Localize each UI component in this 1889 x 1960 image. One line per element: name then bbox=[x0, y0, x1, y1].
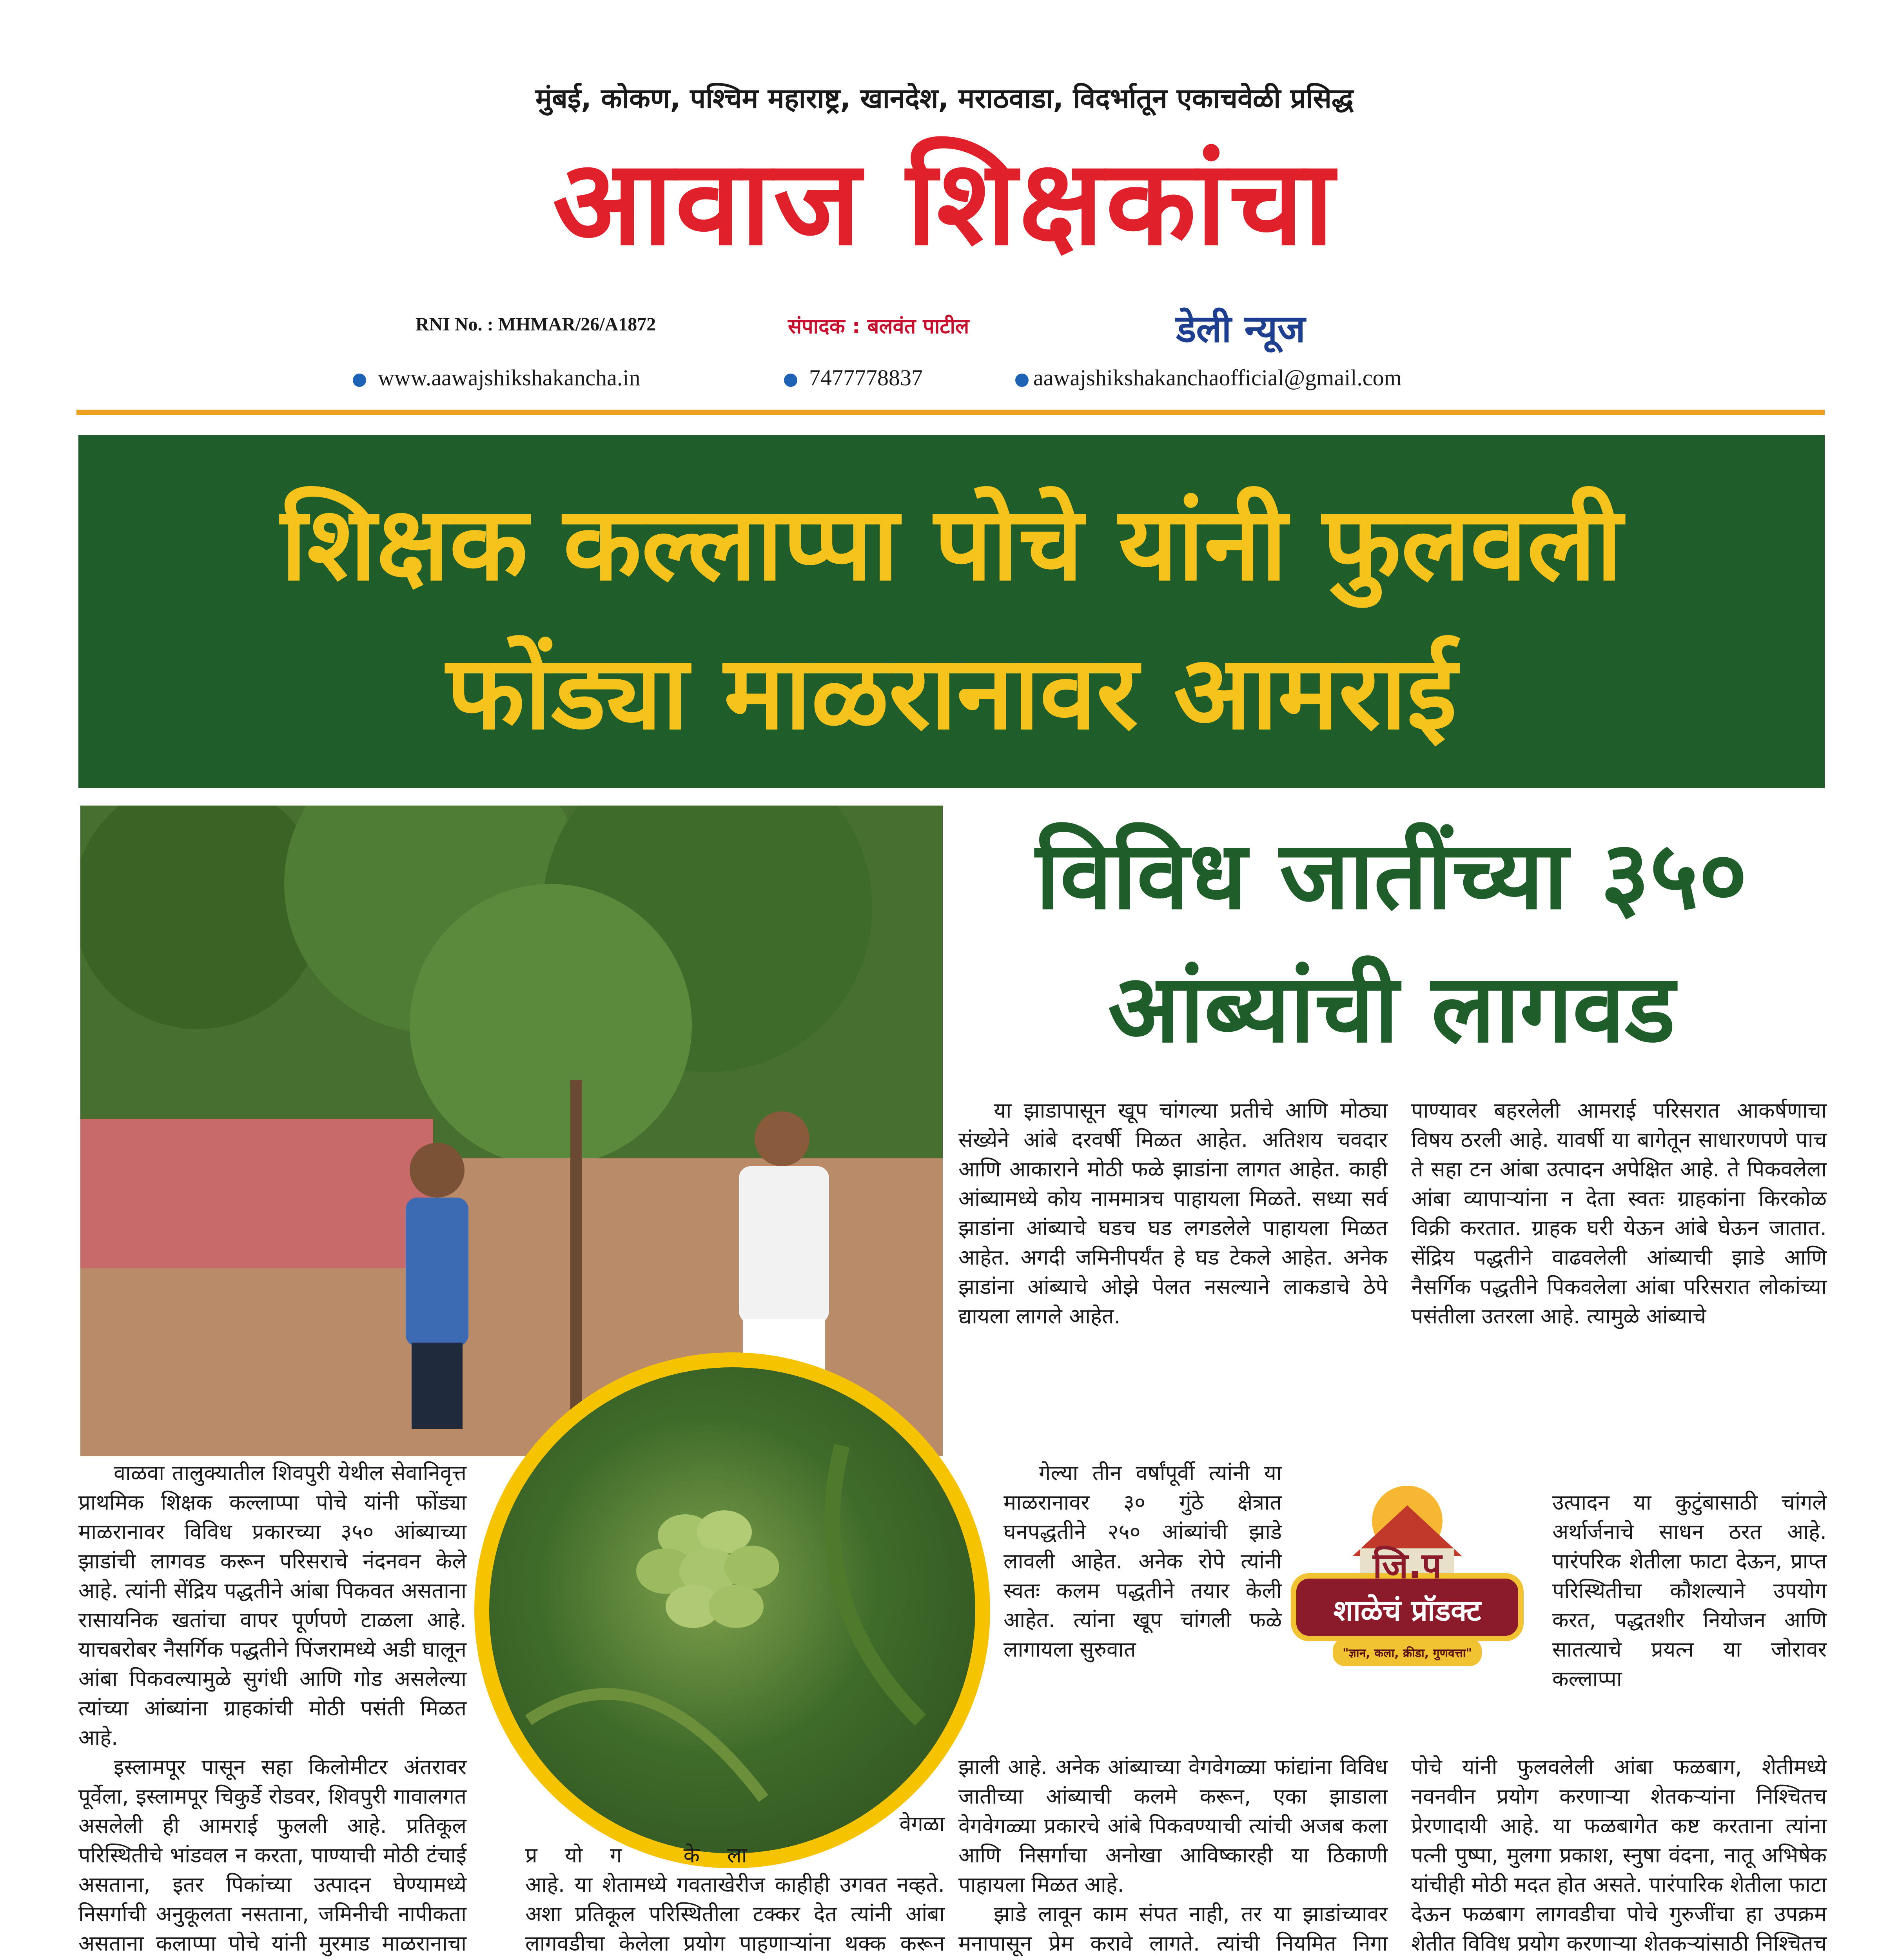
mango-orchard-photo bbox=[80, 806, 943, 1456]
mango-cluster-illustration bbox=[489, 1367, 975, 1853]
website-text: www.aawajshikshakancha.in bbox=[378, 365, 641, 390]
globe-icon bbox=[353, 374, 366, 387]
badge-title: जि.प bbox=[1373, 1545, 1442, 1586]
article-column-3-top bbox=[958, 1096, 1388, 1331]
photo-illustration bbox=[80, 806, 943, 1456]
article-column-3-wrap bbox=[1003, 1458, 1282, 1664]
article-paragraph: आहे. या शेतामध्ये गवताखेरीज काहीही उगवत नव्हते. अशा प्रतिकूल परिस्थितीला टक्कर देत त्यांनी आंबा लागवडीचा केलेला प्रयोग पाहणाऱ्यांना थक्क करून bbox=[525, 1872, 945, 1956]
article-paragraph: झाडे लावून काम संपत नाही, तर या झाडांच्यावर मनापासून प्रेम करावे लागते. त्यांची नियमित निगा bbox=[958, 1902, 1388, 1956]
article-column-4-wrap bbox=[1552, 1488, 1827, 1693]
article-column-4-bottom bbox=[1411, 1752, 1827, 1960]
daily-news-label: डेली न्यूज bbox=[1176, 307, 1305, 351]
article-paragraph: झाली आहे. अनेक आंब्याच्या वेगवेगळ्या फांद्यांना विविध जातीच्या आंब्याची कलमे करून, एका झाडाला वेगवेगळ्या प्रकारचे आंबे पिकवण्याची त्यांची अजब कला आणि निसर्गाचा अनोखा आविष्कारही या ठिकाणी पाहायला मिळत आहे. bbox=[958, 1755, 1388, 1897]
mail-icon bbox=[1015, 374, 1029, 387]
subheadline-line-1: विविध जातींच्या ३५० bbox=[1036, 820, 1747, 930]
masthead-logo: आवाज शिक्षकांचा bbox=[552, 133, 1337, 271]
headline-line-1: शिक्षक कल्लाप्पा पोचे यांनी फुलवली bbox=[281, 485, 1622, 603]
article-paragraph: पाण्यावर बहरलेली आमराई परिसरात आकर्षणाचा विषय ठरली आहे. यावर्षी या बागेतून साधारणपणे पाच ते सहा टन आंबा उत्पादन अपेक्षित आहे. ते पिकवलेला आंबा व्यापाऱ्यांना न देता स्वतः ग्राहकांना किरकोळ विक्री करतात. ग्राहक घरी येऊन आंबे घेऊन जातात. सेंद्रिय पद्धतीने वाढवलेली आंब्याची झाडे आणि नैसर्गिक पद्धतीने पिकवलेला आंबा परिसरात लोकांच्या पसंतीला उतरला आहे. त्यामुळे आंब्याचे bbox=[1411, 1098, 1827, 1328]
editor-credit: संपादक : बलवंत पाटील bbox=[788, 315, 969, 338]
rni-number: RNI No. : MHMAR/26/A1872 bbox=[416, 314, 656, 335]
headline-banner bbox=[78, 435, 1825, 788]
subheadline-line-2: आंब्यांची लागवड bbox=[1108, 954, 1675, 1063]
article-paragraph: वाळवा तालुक्यातील शिवपुरी येथील सेवानिवृत्त प्राथमिक शिक्षक कल्लाप्पा पोचे यांनी फोंड्या माळरानावर विविध प्रकारच्या ३५० आंब्याच्या झाडांची लागवड करून परिसराचे नंदनवन केले आहे. त्यांनी सेंद्रिय पद्धतीने आंबा पिकवत असताना रासायनिक खतांचा वापर पूर्णपणे टाळला आहे. याचबरोबर नैसर्गिक पद्धतीने पिंजरामध्ये अडी घालून आंबा पिकवल्यामुळे सुगंधी आणि गोड असलेल्या त्यांच्या आंब्यांना ग्राहकांची मोठी पसंती मिळत आहे. bbox=[78, 1461, 466, 1750]
article-paragraph: गेल्या तीन वर्षांपूर्वी त्यांनी या माळरानावर ३० गुंठे क्षेत्रात घनपद्धतीने २५० आंब्यांची झाडे लावली आहेत. अनेक रोपे त्यांनी स्वतः कलम पद्धतीने तयार केली आहेत. त्यांना खूप चांगली फळे लागायला सुरुवात bbox=[1003, 1461, 1282, 1662]
header-divider bbox=[76, 410, 1825, 415]
phone-contact[interactable] bbox=[784, 365, 923, 391]
mango-closeup-photo bbox=[474, 1352, 990, 1868]
website-contact[interactable] bbox=[353, 365, 640, 391]
email-text: aawajshikshakanchaofficial@gmail.com bbox=[1033, 365, 1402, 390]
phone-text: 7477778837 bbox=[809, 365, 923, 390]
badge-subtitle: शाळेचं प्रॉडक्ट bbox=[1333, 1594, 1481, 1628]
article-column-4-top bbox=[1411, 1096, 1827, 1331]
zp-school-product-badge bbox=[1266, 1474, 1548, 1693]
article-paragraph: या झाडापासून खूप चांगल्या प्रतीचे आणि मोठ्या संख्येने आंबे दरवर्षी मिळत आहेत. अतिशय चवदार आणि आकाराने मोठी फळे झाडांना लागत आहेत. काही आंब्यामध्ये कोय नाममात्रच पाहायला मिळते. सध्या सर्व झाडांना आंब्याचे घडच घड लगडलेले पाहायला मिळत आहेत. अगदी जमिनीपर्यंत हे घड टेकले आहेत. अनेक झाडांना आंब्याचे ओझे पेलत नसल्याने लाकडाचे ठेपे द्यायला लागले आहेत. bbox=[958, 1098, 1388, 1328]
article-column-2-spaced: प्रयोग केला bbox=[525, 1843, 775, 1867]
article-column-2 bbox=[525, 1870, 945, 1960]
article-paragraph: पोचे यांनी फुलवलेली आंबा फळबाग, शेतीमध्ये नवनवीन प्रयोग करणाऱ्या शेतकऱ्यांना निश्चितच प्रेरणादायी आहे. या फळबागेत कष्ट करताना त्यांना पत्नी पुष्पा, मुलगा प्रकाश, स्नुषा वंदना, नातू अभिषेक यांचीही मोठी मदत होत असते. पारंपारिक शेतीला फाटा देऊन फळबाग लागवडीचा पोचे गुरुजींचा हा उपक्रम शेतीत विविध प्रयोग करणाऱ्या शेतकऱ्यांसाठी निश्चितच bbox=[1411, 1755, 1827, 1956]
phone-icon bbox=[784, 374, 797, 387]
headline-line-2: फोंड्या माळरानावर आमराई bbox=[446, 634, 1457, 752]
email-contact[interactable] bbox=[1015, 365, 1402, 391]
article-column-1 bbox=[78, 1458, 466, 1960]
badge-motto: "ज्ञान, कला, क्रीडा, गुणवत्ता" bbox=[1343, 1646, 1472, 1660]
tagline: मुंबई, कोकण, पश्चिम महाराष्ट्र, खानदेश, मराठवाडा, विदर्भातून एकाचवेळी प्रसिद्ध bbox=[535, 82, 1354, 114]
article-paragraph: इस्लामपूर पासून सहा किलोमीटर अंतरावर पूर्वेला, इस्लामपूर चिकुर्डे रोडवर, शिवपुरी गावालगत असलेली ही आमराई फुलली आहे. प्रतिकूल परिस्थितीचे भांडवल न करता, पाण्याची मोठी टंचाई असताना, इतर पिकांच्या उत्पादन घेण्यामध्ये निसर्गाची अनुकूलता नसताना, जमिनीची नापीकता असताना कलाप्पा पोचे यांनी मुरमाड माळरानाचा bbox=[78, 1755, 466, 1956]
article-paragraph: उत्पादन या कुटुंबासाठी चांगले अर्थार्जनाचे साधन ठरत आहे. पारंपरिक शेतीला फाटा देऊन, प्राप्त परिस्थितीचा कौशल्याने उपयोग करत, पद्धतशीर नियोजन आणि सातत्याचे प्रयत्न या जोरावर कल्लाप्पा bbox=[1552, 1490, 1827, 1691]
article-column-3-bottom bbox=[958, 1752, 1388, 1960]
article-column-2-start: वेगळा bbox=[899, 1811, 945, 1836]
